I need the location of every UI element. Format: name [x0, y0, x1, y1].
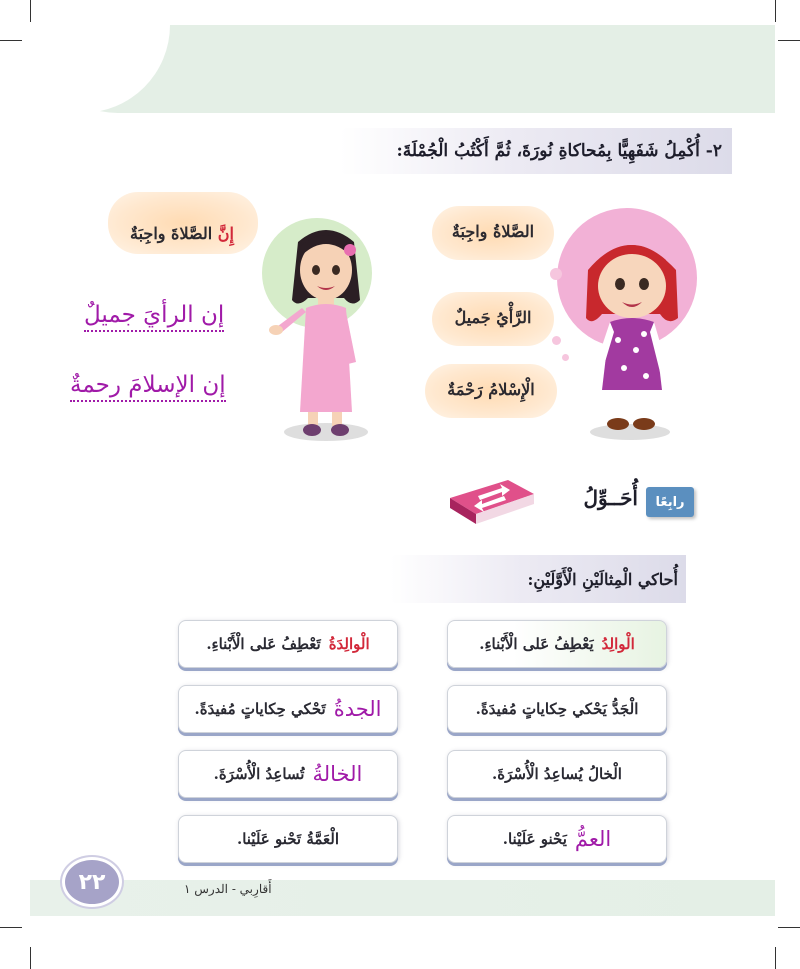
girl-bubble — [108, 192, 258, 254]
sentence-rest: يَعْطِفُ عَلى الْأَبْناءِ. — [479, 635, 594, 653]
section-tag: رابِعًا — [646, 487, 694, 517]
sentence-card — [447, 620, 667, 668]
sentence-rest: الْجَدُّ يَحْكي حِكاياتٍ مُفيدَةً. — [475, 700, 639, 718]
sentence-rest: تَعْطِفُ عَلى الْأَبْناءِ. — [206, 635, 321, 653]
handwritten-subject[interactable]: الجدةُ — [333, 697, 382, 721]
inna-word: إِنَّ — [217, 224, 234, 243]
book-arrows-icon — [448, 478, 536, 526]
written-answer[interactable]: إن الإسلامَ رحمةٌ — [70, 372, 226, 402]
nora-illustration — [580, 230, 690, 445]
crop-mark — [778, 927, 800, 928]
crop-mark — [775, 947, 776, 969]
crop-mark — [0, 927, 22, 928]
instruction-text: ٢- أُكْمِلُ شَفَهِيًّا بِمُحاكاةِ نُورَةَ، ثُمَّ أَكْتُبُ الْجُمْلَةَ: — [396, 141, 722, 161]
handwritten-subject[interactable]: الخالةُ — [312, 762, 363, 786]
thought-dot — [550, 268, 562, 280]
sentence-card — [178, 750, 398, 798]
nora-bubble-text: الرَّأْيُ جَميلٌ — [454, 308, 532, 327]
sentence-card — [178, 815, 398, 863]
lesson-label: أَقارِبي - الدرس ١ — [184, 882, 272, 896]
girl-illustration — [268, 222, 378, 447]
sentence-card — [447, 815, 667, 863]
sentence-card — [178, 685, 398, 733]
nora-bubble-text: الْإِسْلامُ رَحْمَةٌ — [447, 380, 535, 399]
sentence-card — [447, 750, 667, 798]
handwritten-subject[interactable]: العمُّ — [574, 827, 612, 851]
sentence-card — [447, 685, 667, 733]
exercise-instruction — [340, 128, 732, 174]
written-answer[interactable]: إن الرأيَ جميلٌ — [84, 302, 224, 332]
sub-instruction-text: أُحاكي الْمِثالَيْنِ الْأَوَّلَيْنِ: — [527, 569, 678, 589]
crop-mark — [30, 947, 31, 969]
sentence-rest: يَحْنو عَلَيْنا. — [502, 830, 567, 848]
page-number: ٢٢ — [62, 857, 122, 907]
sentence-rest: تَحْكي حِكاياتٍ مُفيدَةً. — [194, 700, 326, 718]
crop-mark — [778, 40, 800, 41]
nora-bubble-text: الصَّلاةُ واجِبَةٌ — [451, 222, 535, 241]
sentence-rest: الْعَمَّةُ تَحْنو عَلَيْنا. — [236, 830, 340, 848]
thought-dot — [552, 336, 561, 345]
crop-mark — [0, 40, 22, 41]
sub-instruction — [390, 555, 686, 603]
crop-mark — [30, 0, 31, 22]
header-band — [30, 25, 775, 113]
section-title: أُحَــوِّلُ — [583, 486, 638, 510]
girl-bubble-rest: الصَّلاةَ واجِبَةٌ — [130, 224, 213, 243]
crop-mark — [775, 0, 776, 22]
girl-bubble-text — [112, 224, 252, 243]
sentence-rest: تُساعِدُ الْأُسْرَةَ. — [213, 765, 305, 783]
footer-band — [30, 880, 775, 916]
sentence-card — [178, 620, 398, 668]
sentence-subject: الْوالِدُ — [601, 635, 635, 653]
sentence-subject: الْوالِدَةُ — [328, 635, 370, 653]
thought-dot — [562, 354, 569, 361]
sentence-rest: الْخالُ يُساعِدُ الْأُسْرَةَ. — [492, 765, 622, 783]
